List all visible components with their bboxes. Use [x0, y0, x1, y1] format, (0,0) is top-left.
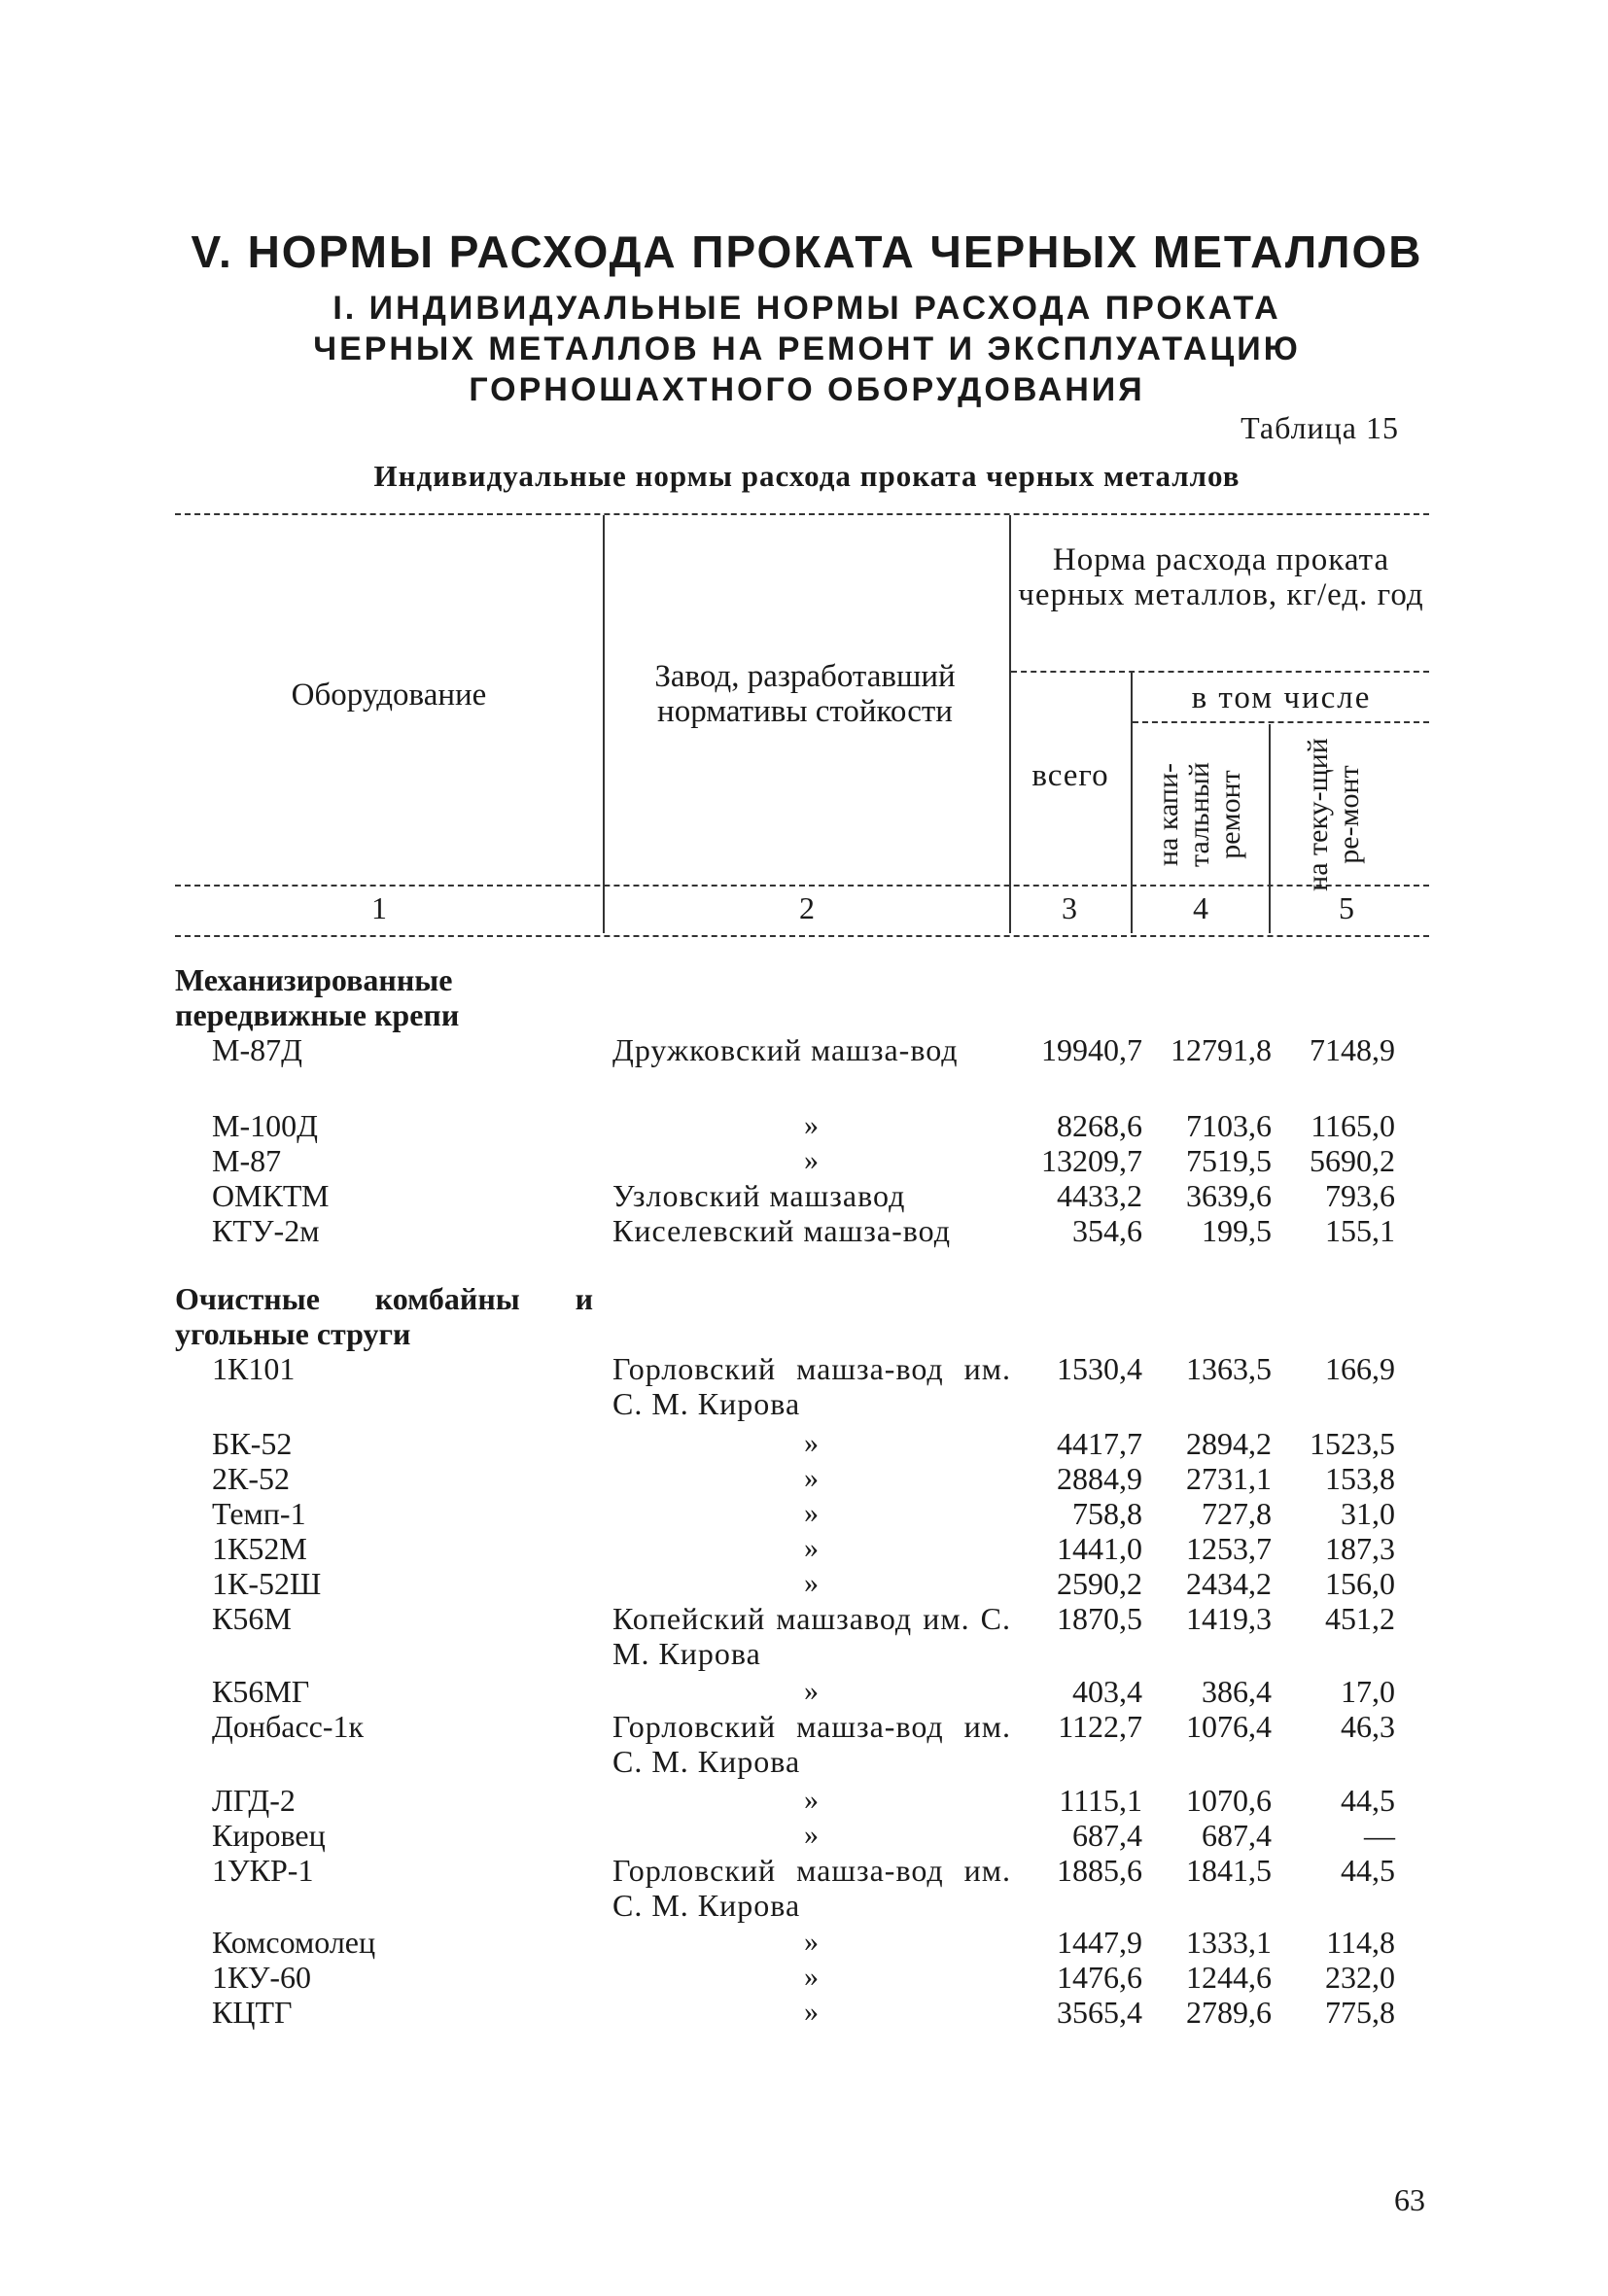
- total-cell: 19940,7: [1041, 1032, 1142, 1067]
- capital-cell: 727,8: [1202, 1496, 1272, 1531]
- capital-cell: 1363,5: [1186, 1351, 1272, 1386]
- header-total: всего: [1031, 758, 1109, 793]
- column-number: 5: [1339, 890, 1354, 925]
- total-cell: 1447,9: [1057, 1925, 1142, 1960]
- equipment-cell: ЛГД-2: [212, 1783, 296, 1818]
- current-cell: 166,9: [1325, 1351, 1395, 1386]
- header-equipment: Оборудование: [291, 678, 487, 713]
- equipment-cell: К56МГ: [212, 1674, 310, 1709]
- equipment-cell: 1К101: [212, 1351, 296, 1386]
- current-cell: 1523,5: [1310, 1426, 1395, 1461]
- total-cell: 1115,1: [1059, 1783, 1142, 1818]
- capital-cell: 386,4: [1202, 1674, 1272, 1709]
- capital-cell: 2731,1: [1186, 1461, 1272, 1496]
- equipment-cell: КТУ-2м: [212, 1213, 320, 1248]
- current-cell: 187,3: [1325, 1531, 1395, 1566]
- header-rule: [1011, 671, 1429, 673]
- equipment-cell: 1КУ-60: [212, 1960, 312, 1995]
- total-cell: 403,4: [1072, 1674, 1142, 1709]
- equipment-cell: Кировец: [212, 1818, 326, 1853]
- page-number: 63: [1394, 2182, 1425, 2217]
- header-capital-repair: на капи-тальный ремонт: [1152, 762, 1246, 867]
- table-row: [0, 1032, 1608, 1102]
- table-row: [0, 1709, 1608, 1779]
- equipment-cell: Комсомолец: [212, 1925, 376, 1960]
- capital-cell: 199,5: [1202, 1213, 1272, 1248]
- current-cell: 5690,2: [1310, 1143, 1395, 1178]
- factory-cell: »: [804, 1109, 820, 1141]
- total-cell: 2590,2: [1057, 1566, 1142, 1601]
- factory-cell: »: [804, 1675, 820, 1707]
- capital-cell: 1253,7: [1186, 1531, 1272, 1566]
- capital-cell: 1841,5: [1186, 1853, 1272, 1888]
- capital-cell: 2894,2: [1186, 1426, 1272, 1461]
- column-number: 2: [799, 890, 815, 925]
- factory-cell: »: [804, 1144, 820, 1176]
- total-cell: 354,6: [1072, 1213, 1142, 1248]
- factory-cell: Горловский машза-вод им. С. М. Кирова: [612, 1709, 1011, 1779]
- chapter-title: V. НОРМЫ РАСХОДА ПРОКАТА ЧЕРНЫХ МЕТАЛЛОВ: [191, 226, 1423, 277]
- header-divider: [1009, 515, 1011, 933]
- current-cell: 451,2: [1325, 1601, 1395, 1636]
- capital-cell: 1076,4: [1186, 1709, 1272, 1744]
- capital-cell: 7519,5: [1186, 1143, 1272, 1178]
- capital-cell: 7103,6: [1186, 1108, 1272, 1143]
- equipment-cell: ОМКТМ: [212, 1178, 330, 1213]
- capital-cell: 3639,6: [1186, 1178, 1272, 1213]
- equipment-cell: 2К-52: [212, 1461, 290, 1496]
- section-title-line-3: ГОРНОШАХТНОГО ОБОРУДОВАНИЯ: [469, 371, 1145, 408]
- factory-cell: »: [804, 1819, 820, 1851]
- table-caption: Индивидуальные нормы расхода проката черных металлов: [373, 459, 1241, 493]
- header-norm: Норма расхода проката черных металлов, кг/ед. год: [1018, 542, 1424, 612]
- factory-cell: »: [804, 1497, 820, 1529]
- section-title-line-1: I. ИНДИВИДУАЛЬНЫЕ НОРМЫ РАСХОДА ПРОКАТА: [332, 290, 1281, 327]
- total-cell: 1476,6: [1057, 1960, 1142, 1995]
- capital-cell: 2434,2: [1186, 1566, 1272, 1601]
- header-current-repair: на теку-щий ре-монт: [1302, 738, 1365, 891]
- total-cell: 687,4: [1072, 1818, 1142, 1853]
- table-row: [0, 1351, 1608, 1421]
- factory-cell: »: [804, 1567, 820, 1599]
- factory-cell: Узловский машзавод: [612, 1178, 906, 1213]
- total-cell: 13209,7: [1041, 1143, 1142, 1178]
- factory-cell: Дружковский машза-вод: [612, 1032, 959, 1067]
- header-bottom-rule: [175, 935, 1429, 937]
- column-number: 3: [1062, 890, 1077, 925]
- total-cell: 8268,6: [1057, 1108, 1142, 1143]
- column-number: 1: [371, 890, 387, 925]
- capital-cell: 2789,6: [1186, 1995, 1272, 2030]
- header-top-rule: [175, 513, 1429, 515]
- factory-cell: »: [804, 1532, 820, 1564]
- current-cell: 793,6: [1325, 1178, 1395, 1213]
- equipment-cell: Темп-1: [212, 1496, 306, 1531]
- current-cell: 46,3: [1341, 1709, 1395, 1744]
- column-number: 4: [1193, 890, 1208, 925]
- factory-cell: »: [804, 1996, 820, 2028]
- current-cell: 7148,9: [1310, 1032, 1395, 1067]
- header-including: в том числе: [1191, 680, 1372, 715]
- equipment-cell: 1К-52Ш: [212, 1566, 322, 1601]
- capital-cell: 1244,6: [1186, 1960, 1272, 1995]
- current-cell: —: [1364, 1818, 1395, 1853]
- header-divider: [603, 515, 605, 933]
- total-cell: 1530,4: [1057, 1351, 1142, 1386]
- factory-cell: Киселевский машза-вод: [612, 1213, 951, 1248]
- current-cell: 155,1: [1325, 1213, 1395, 1248]
- header-rule: [1133, 721, 1429, 723]
- factory-cell: »: [804, 1427, 820, 1459]
- factory-cell: Горловский машза-вод им. С. М. Кирова: [612, 1351, 1011, 1421]
- current-cell: 1165,0: [1311, 1108, 1395, 1143]
- table-row: [0, 1995, 1608, 2065]
- capital-cell: 1333,1: [1186, 1925, 1272, 1960]
- factory-cell: Копейский машзавод им. С. М. Кирова: [612, 1601, 1011, 1671]
- current-cell: 153,8: [1325, 1461, 1395, 1496]
- total-cell: 758,8: [1072, 1496, 1142, 1531]
- equipment-cell: Донбасс-1к: [212, 1709, 365, 1744]
- capital-cell: 687,4: [1202, 1818, 1272, 1853]
- current-cell: 232,0: [1325, 1960, 1395, 1995]
- capital-cell: 1070,6: [1186, 1783, 1272, 1818]
- total-cell: 4417,7: [1057, 1426, 1142, 1461]
- section-heading: Очистные комбайны и угольные струги: [175, 1281, 593, 1351]
- equipment-cell: М-87Д: [212, 1032, 302, 1067]
- equipment-cell: 1К52М: [212, 1531, 307, 1566]
- factory-cell: Горловский машза-вод им. С. М. Кирова: [612, 1853, 1011, 1923]
- equipment-cell: 1УКР-1: [212, 1853, 314, 1888]
- current-cell: 775,8: [1325, 1995, 1395, 2030]
- current-cell: 31,0: [1341, 1496, 1395, 1531]
- current-cell: 44,5: [1341, 1853, 1395, 1888]
- current-cell: 156,0: [1325, 1566, 1395, 1601]
- factory-cell: »: [804, 1784, 820, 1816]
- current-cell: 114,8: [1326, 1925, 1395, 1960]
- equipment-cell: М-87: [212, 1143, 282, 1178]
- factory-cell: »: [804, 1462, 820, 1494]
- total-cell: 3565,4: [1057, 1995, 1142, 2030]
- factory-cell: »: [804, 1926, 820, 1958]
- total-cell: 1441,0: [1057, 1531, 1142, 1566]
- section-heading: Механизированные передвижные крепи: [175, 962, 460, 1032]
- capital-cell: 12791,8: [1171, 1032, 1272, 1067]
- equipment-cell: КЦТГ: [212, 1995, 293, 2030]
- equipment-cell: М-100Д: [212, 1108, 318, 1143]
- current-cell: 44,5: [1341, 1783, 1395, 1818]
- equipment-cell: БК-52: [212, 1426, 293, 1461]
- total-cell: 1122,7: [1058, 1709, 1142, 1744]
- table-row: [0, 1853, 1608, 1923]
- total-cell: 2884,9: [1057, 1461, 1142, 1496]
- table-row: [0, 1601, 1608, 1671]
- header-divider: [1131, 673, 1133, 933]
- factory-cell: »: [804, 1961, 820, 1993]
- header-factory: Завод, разработавший нормативы стойкости: [654, 659, 956, 729]
- total-cell: 1870,5: [1057, 1601, 1142, 1636]
- total-cell: 4433,2: [1057, 1178, 1142, 1213]
- table-label: Таблица 15: [1241, 410, 1399, 445]
- capital-cell: 1419,3: [1186, 1601, 1272, 1636]
- header-divider: [1269, 724, 1271, 933]
- equipment-cell: К56М: [212, 1601, 292, 1636]
- table-row: [0, 1213, 1608, 1283]
- total-cell: 1885,6: [1057, 1853, 1142, 1888]
- section-title-line-2: ЧЕРНЫХ МЕТАЛЛОВ НА РЕМОНТ И ЭКСПЛУАТАЦИЮ: [313, 330, 1301, 367]
- current-cell: 17,0: [1341, 1674, 1395, 1709]
